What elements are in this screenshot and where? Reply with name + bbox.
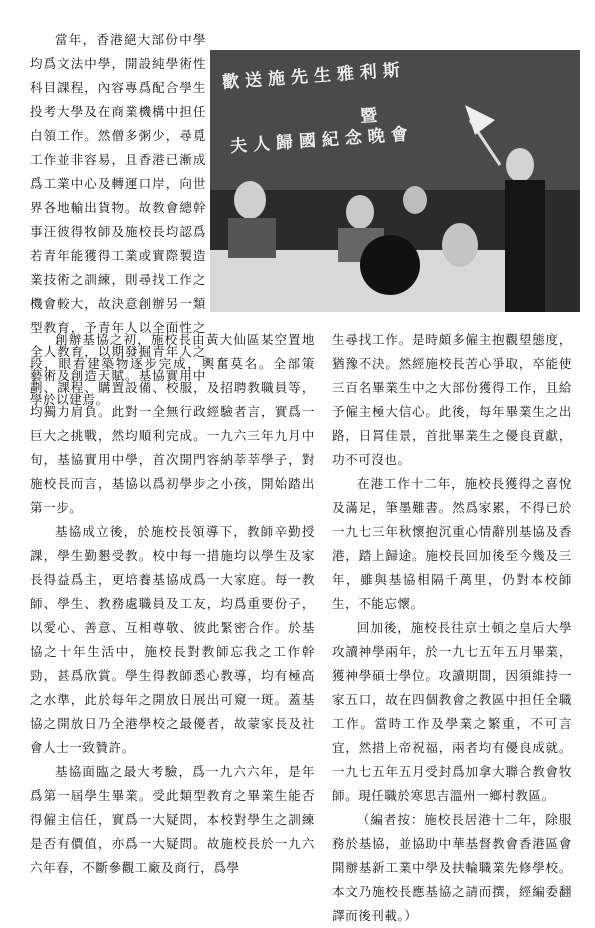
article-column-right [332,328,572,928]
editor-note: （編者按：施校長居港十二年，除服務於基協，並協助中華基督教會香港區會開辦基新工業中學及扶輪職業先修學校。本文乃施校長應基協之請而撰，經編委翻譯而後刊載。） [332,812,572,923]
paragraph-4-continued: 生尋找工作。是時頗多僱主抱觀望態度，猶豫不決。然經施校長苦心爭取，卒能使三百名畢業生中之大部份獲得工作，且給予僱主極大信心。此後，每年畢業生之出路，日罥佳景，首批畢業生之優良貢獻，功不可沒也。 [332,332,572,467]
banner-text-line-1: 歡送施先生雅利斯 [221,60,407,93]
article-column-left [30,328,315,880]
farewell-dinner-photo [210,50,580,312]
paragraph-2: 創辦基協之初，施校長由黃大仙區某空置地段，眼看建築物逐步完成，輿奮莫名。全部策劃、課程、購置設備、校服，及招聘教職員等，均獨力肩負。此對一全無行政經驗者言，實爲一巨大之挑戰，然均順利完成。一九六三年九月中旬，基協實用中學，首次開門容納莘莘學子，對施校長而言，基協以爲初學步之小孩，開始踏出第一步。 [30,332,315,515]
paragraph-3: 基協成立後，於施校長領導下，教師辛勤授課，學生勤懇受教。校中每一措施均以學生及家長得益爲主，更培養基協成爲一大家庭。每一教師、學生、教務處職員及工友，均爲重要份子，以愛心、善意、互相尊敬、彼此緊密合作。於基協之十年生活中，施校長對教師忘我之工作幹勁，甚爲欣賞。學生得教師悉心教導，均有極高之水準，此於每年之開放日展出可窺一斑。蓋基協之開放日乃全港學校之最優者，故蒙家長及社會人士一致贊許。 [30,524,315,755]
paragraph-6: 回加後，施校長往京士頓之皇后大學攻讀神學兩年，於一九七五年五月畢業，獲神學碩士學位。攻讀期間，因須維持一家五口，故在四個教會之教區中担任全職工作。當時工作及學業之繁重，不可言宜，然措上帝祝福，兩者均有優良成就。一九七五年五月受封爲加拿大聯合教會牧師。現任職於寒思吉溫州一鄉村教區。 [332,620,572,803]
paragraph-1: 當年，香港絕大部份中學均爲文法中學，開設純學術性科目課程，內容專爲配合學生投考大學及在商業機構中担任白領工作。然僧多粥少，尋覓工作並非容易，且香港已漸成爲工業中心及轉運口岸，向世界各地輸出貨物。故教會總幹事汪彼得牧師及施校長均認爲若青年能獲得工業或實際製造業技術之訓練，則尋找工作之機會較大，故決意創辦另一類型教育，予青年人以全面性之全人教育，以期發掘青年人之藝術及創造天賦。基協實用中學於以建焉。 [30,32,206,407]
paragraph-5: 在港工作十二年，施校長獲得之喜悅及滿足，筆墨難書。然爲家累，不得已於一九七三年秋懷抱沉重心情辭別基協及香港，踏上歸途。施校長回加後至今幾及三年，雖與基協相隔千萬里，仍對本校師生，不能忘懷。 [332,476,572,611]
banner-text-line-2: 暨 [359,105,384,127]
paragraph-4: 基協面臨之最大考驗，爲一九六六年，是年爲第一屆學生畢業。受此類型教育之畢業生能否得僱主信任，實爲一大疑問，本校對學生之訓練是否有價值，亦爲一大疑問。故施校長於一九六六年春，不斷參觀工廠及商行，爲學 [30,764,315,875]
banner-text-line-3: 夫人歸國紀念晚會 [229,124,415,157]
